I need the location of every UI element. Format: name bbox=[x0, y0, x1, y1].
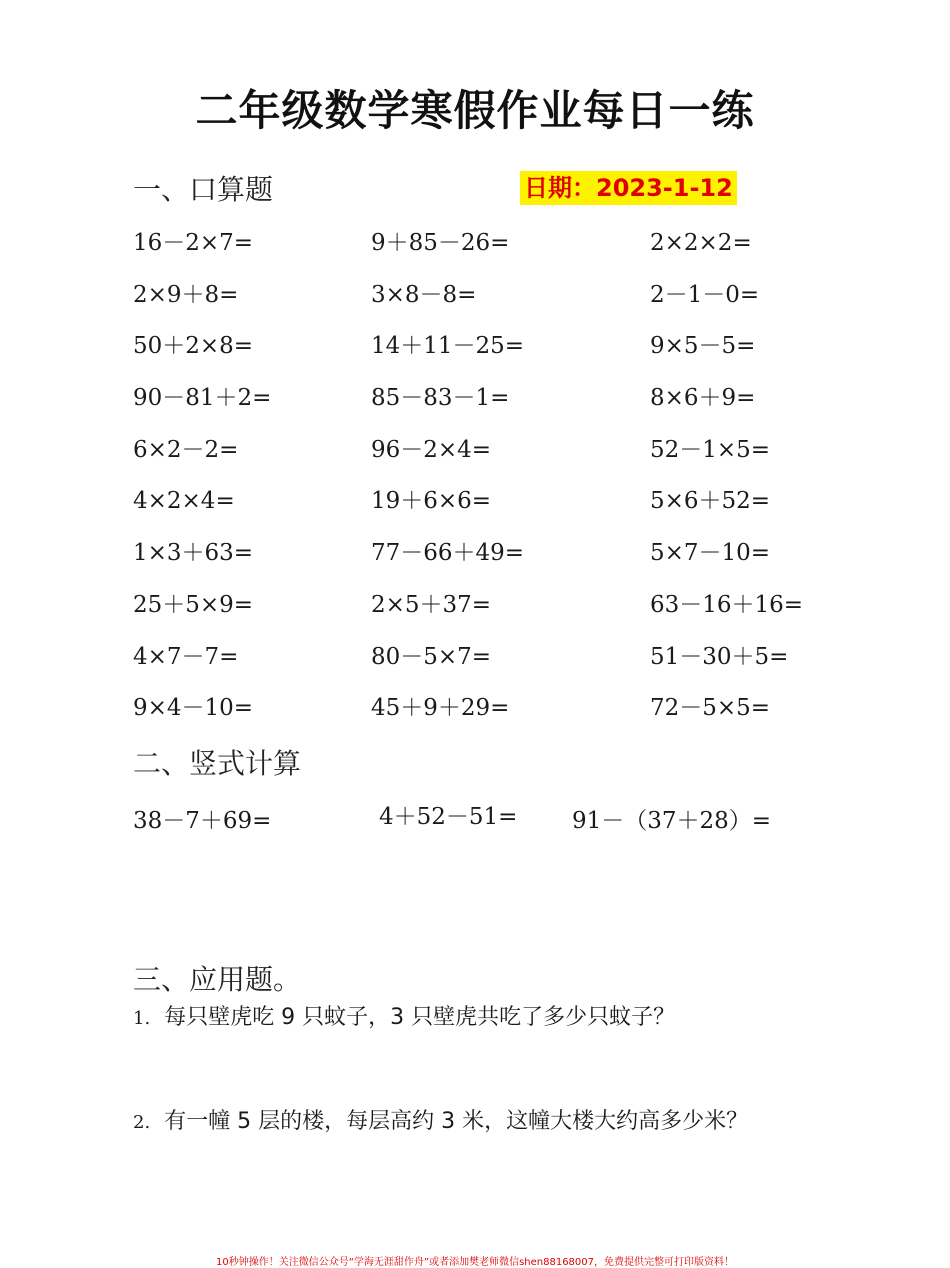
oral-problem: 19＋6×6= bbox=[371, 488, 492, 515]
vertical-problem: 38－7＋69= bbox=[133, 808, 272, 834]
oral-row bbox=[133, 276, 833, 328]
oral-row bbox=[133, 431, 833, 483]
oral-problem: 2－1－0= bbox=[650, 281, 760, 308]
applied-problem-2 bbox=[133, 1104, 748, 1135]
date-label: 日期：2023-1-12 bbox=[520, 171, 737, 205]
oral-problem: 3×8－8= bbox=[371, 281, 477, 308]
oral-problem: 4×2×4= bbox=[133, 488, 235, 515]
applied-problem-1 bbox=[133, 1000, 675, 1031]
section-vertical-heading: 二、竖式计算 bbox=[133, 747, 302, 780]
oral-row bbox=[133, 534, 833, 586]
oral-problem: 72－5×5= bbox=[650, 695, 771, 722]
oral-row bbox=[133, 379, 833, 431]
oral-row bbox=[133, 224, 833, 276]
section-applied-heading: 三、应用题。 bbox=[133, 963, 302, 996]
oral-problem: 90－81＋2= bbox=[133, 385, 272, 412]
oral-problem: 9×5－5= bbox=[650, 333, 756, 360]
oral-row bbox=[133, 638, 833, 690]
oral-row bbox=[133, 689, 833, 741]
oral-problem: 9＋85－26= bbox=[371, 230, 510, 256]
oral-problem: 2×5＋37= bbox=[371, 591, 492, 618]
footer-notice: 10秒钟操作！关注微信公众号“学海无涯甜作舟”或者添加樊老师微信shen88168007，免费提供完整可打印版资料！ bbox=[215, 1257, 735, 1268]
oral-problem: 5×7－10= bbox=[650, 540, 771, 567]
oral-problem: 5×6＋52= bbox=[650, 488, 771, 515]
oral-row bbox=[133, 586, 833, 638]
oral-problem: 63－16＋16= bbox=[650, 591, 804, 618]
oral-problem: 45＋9＋29= bbox=[371, 695, 510, 722]
vertical-problem: 91－（37＋28）= bbox=[572, 808, 772, 834]
problem-number: 2. bbox=[133, 1112, 151, 1133]
oral-problem: 80－5×7= bbox=[371, 643, 492, 670]
oral-problem: 8×6＋9= bbox=[650, 385, 756, 412]
oral-problem: 14＋11－25= bbox=[371, 333, 525, 360]
problem-number: 1. bbox=[133, 1008, 151, 1029]
oral-problem: 77－66＋49= bbox=[371, 540, 525, 567]
oral-problem: 4×7－7= bbox=[133, 643, 239, 670]
oral-problems-grid bbox=[133, 224, 833, 741]
oral-problem: 51－30＋5= bbox=[650, 643, 789, 670]
problem-text: 每只壁虎吃 9 只蚊子，3 只壁虎共吃了多少只蚊子？ bbox=[164, 1005, 676, 1030]
oral-problem: 96－2×4= bbox=[371, 436, 492, 463]
oral-problem: 25＋5×9= bbox=[133, 591, 254, 618]
oral-problem: 16－2×7= bbox=[133, 230, 254, 256]
oral-problem: 2×9＋8= bbox=[133, 281, 239, 308]
oral-problem: 52－1×5= bbox=[650, 436, 771, 463]
oral-problem: 50＋2×8= bbox=[133, 333, 254, 360]
oral-problem: 9×4－10= bbox=[133, 695, 254, 722]
problem-text: 有一幢 5 层的楼，每层高约 3 米，这幢大楼大约高多少米？ bbox=[164, 1109, 749, 1134]
oral-problem: 85－83－1= bbox=[371, 385, 510, 412]
oral-problem: 1×3＋63= bbox=[133, 540, 254, 567]
section-oral-heading: 一、口算题 bbox=[133, 173, 274, 206]
oral-row bbox=[133, 327, 833, 379]
worksheet-title: 二年级数学寒假作业每日一练 bbox=[195, 86, 755, 135]
vertical-problem: 4＋52－51= bbox=[379, 804, 518, 830]
oral-problem: 2×2×2= bbox=[650, 230, 752, 256]
oral-problem: 6×2－2= bbox=[133, 436, 239, 463]
oral-row bbox=[133, 482, 833, 534]
